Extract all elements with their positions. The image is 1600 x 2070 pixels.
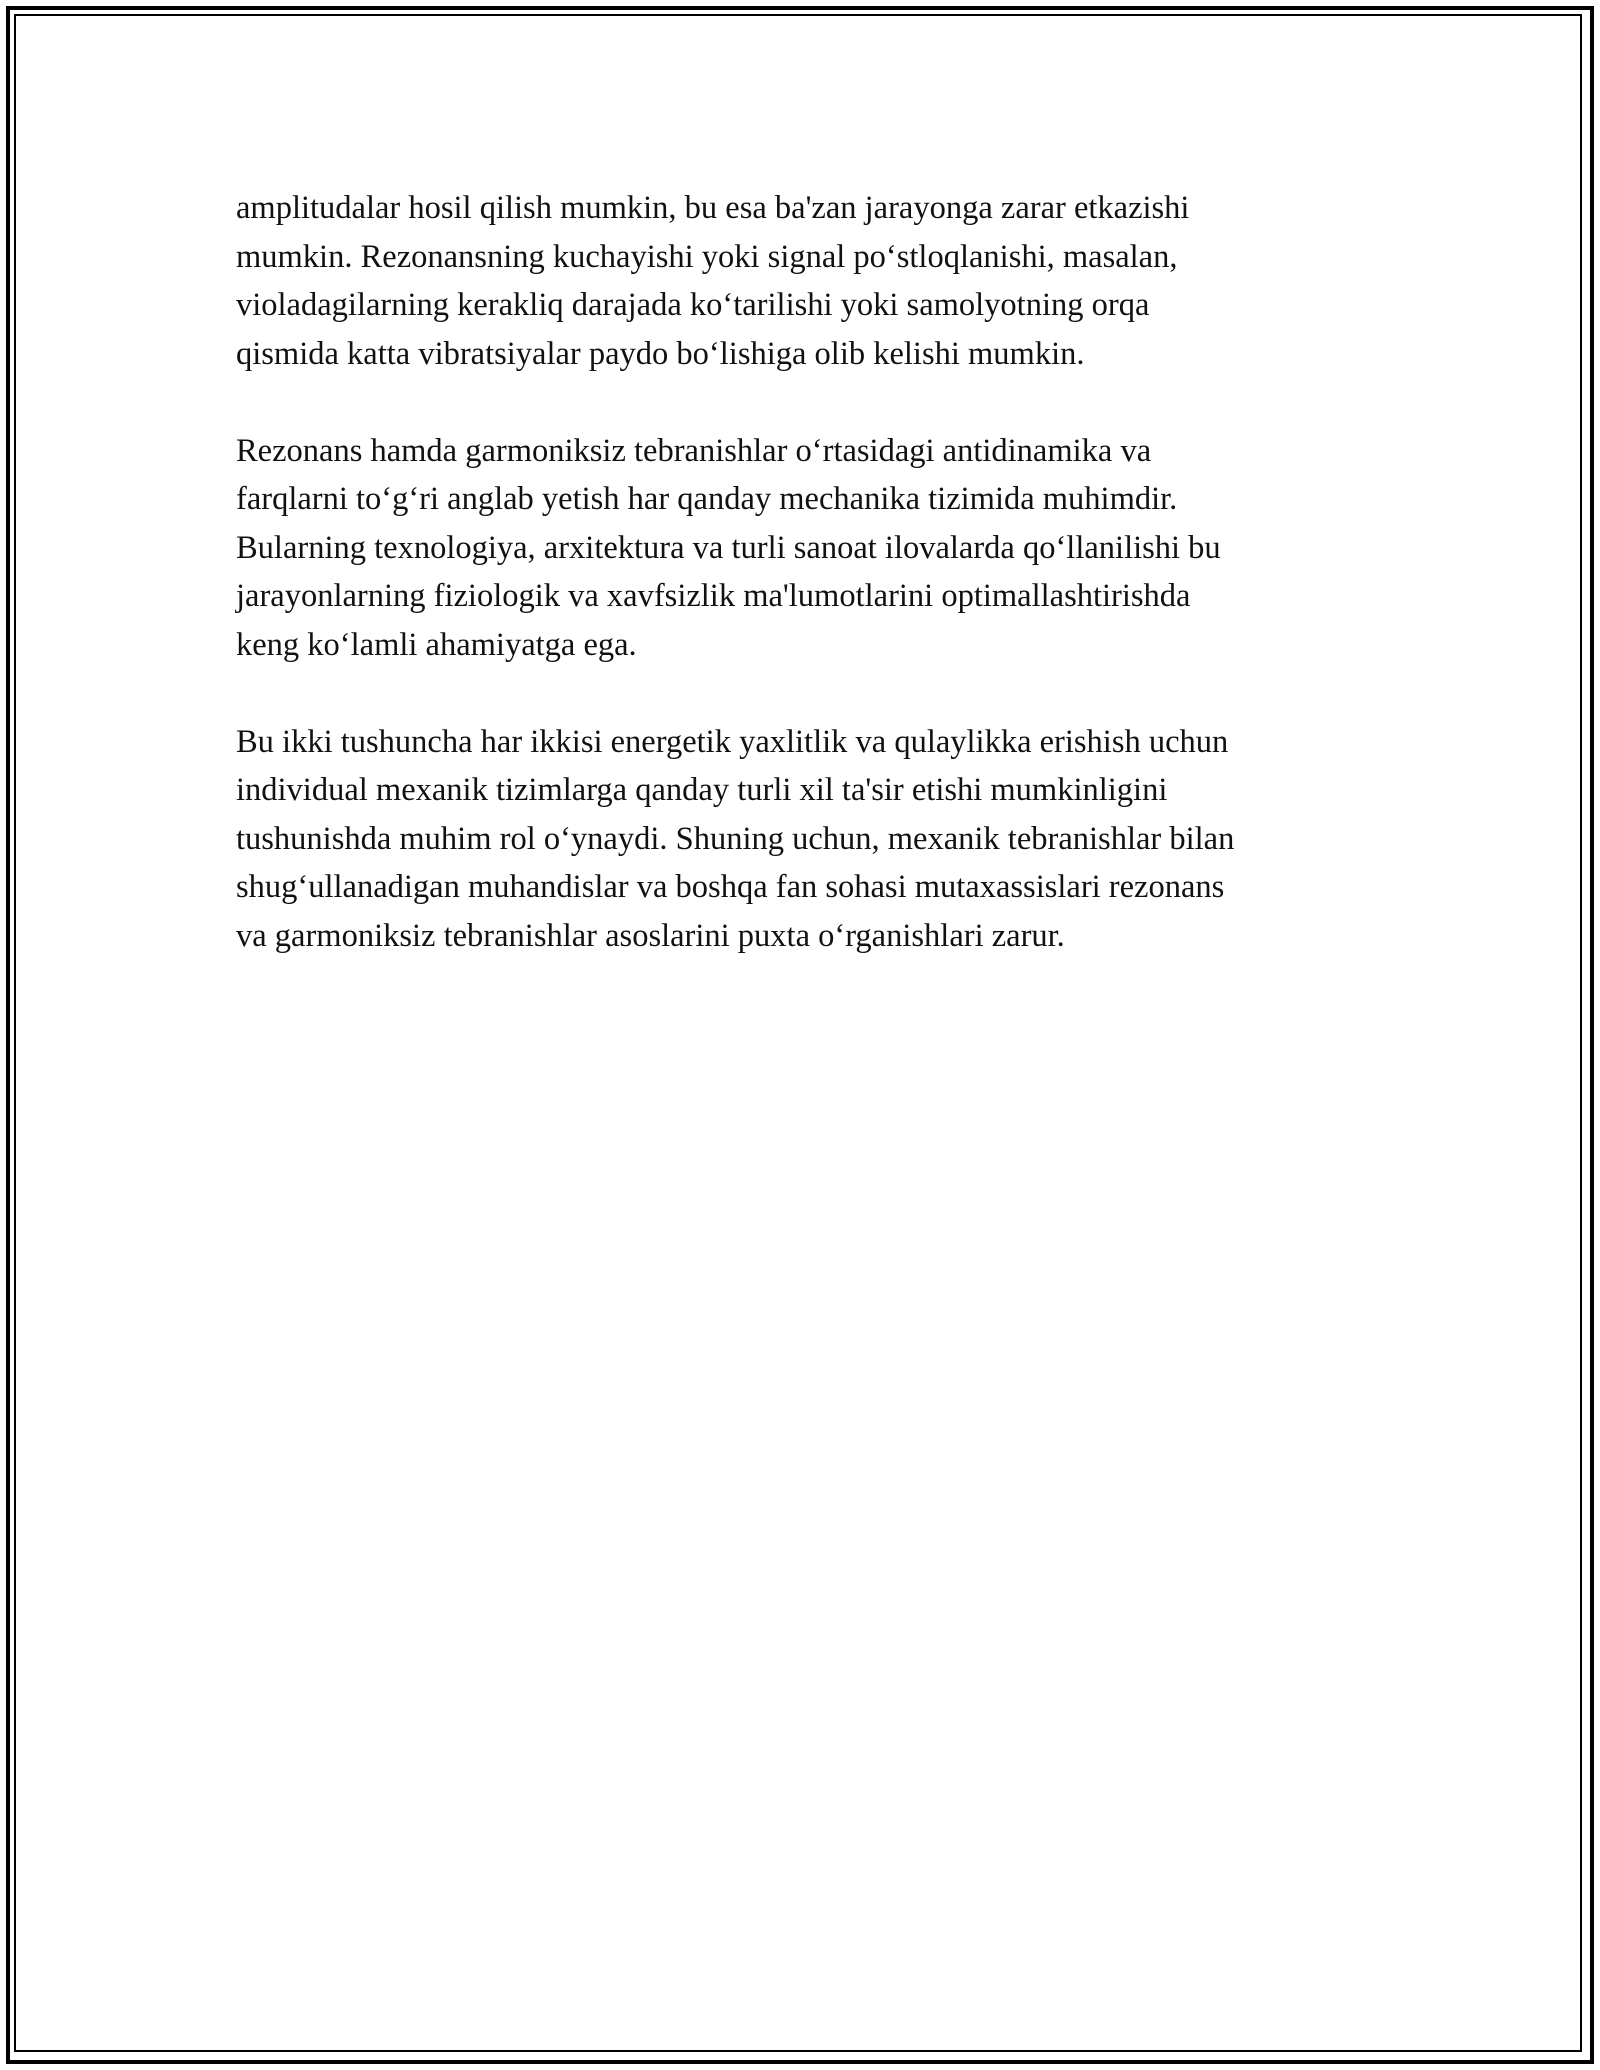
text-line: qismida katta vibratsiyalar paydo bo‘lishiga olib kelishi mumkin. (236, 335, 1085, 372)
text-line: va garmoniksiz tebranishlar asoslarini puxta o‘rganishlari zarur. (236, 917, 1065, 954)
paragraph-3 (236, 718, 1366, 961)
text-line: violadagilarning kerakliq darajada ko‘tarilishi yoki samolyotning orqa (236, 287, 1150, 323)
text-line: individual mexanik tizimlarga qanday turli xil ta'sir etishi mumkinligini (236, 772, 1168, 808)
text-line: keng ko‘lamli ahamiyatga ega. (236, 626, 637, 663)
document-body (236, 184, 1366, 1009)
text-line: amplitudalar hosil qilish mumkin, bu esa ba'zan jarayonga zarar etkazishi (236, 190, 1190, 226)
paragraph-2 (236, 427, 1366, 670)
text-line: jarayonlarning fiziologik va xavfsizlik ma'lumotlarini optimallashtirishda (236, 578, 1191, 614)
text-line: mumkin. Rezonansning kuchayishi yoki signal po‘stloqlanishi, masalan, (236, 238, 1178, 275)
text-line: Bu ikki tushuncha har ikkisi energetik yaxlitlik va qulaylikka erishish uchun (236, 723, 1229, 760)
paragraph-1 (236, 184, 1366, 378)
text-line: Rezonans hamda garmoniksiz tebranishlar o‘rtasidagi antidinamika va (236, 432, 1152, 469)
text-line: Bularning texnologiya, arxitektura va turli sanoat ilovalarda qo‘llanilishi bu (236, 529, 1221, 566)
text-line: farqlarni to‘g‘ri anglab yetish har qanday mechanika tizimida muhimdir. (236, 481, 1178, 517)
text-line: shug‘ullanadigan muhandislar va boshqa fan sohasi mutaxassislari rezonans (236, 869, 1225, 905)
text-line: tushunishda muhim rol o‘ynaydi. Shuning uchun, mexanik tebranishlar bilan (236, 820, 1235, 857)
